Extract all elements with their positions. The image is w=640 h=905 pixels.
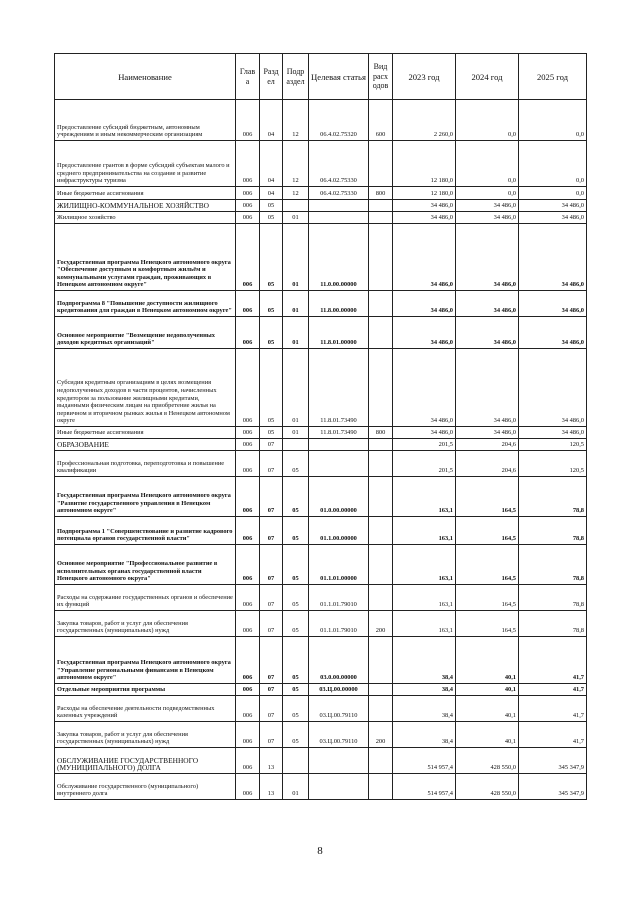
cell-y2023: 38,4	[393, 637, 456, 684]
cell-target: 11.8.01.73490	[309, 349, 369, 427]
cell-vid	[369, 545, 393, 585]
cell-glava: 006	[236, 187, 260, 200]
cell-y2024: 164,5	[456, 517, 519, 545]
table-row	[55, 439, 587, 451]
cell-vid	[369, 696, 393, 722]
cell-razdel: 07	[260, 585, 283, 611]
cell-y2025: 34 486,0	[519, 224, 587, 291]
cell-razdel: 07	[260, 517, 283, 545]
cell-glava: 006	[236, 517, 260, 545]
cell-y2025: 345 347,9	[519, 774, 587, 800]
cell-name: Предоставление грантов в форме субсидий субъектам малого и среднего предпринимательства на создание и развитие инфраструктуры туризма	[55, 141, 236, 187]
cell-y2023: 38,4	[393, 696, 456, 722]
cell-y2023: 34 486,0	[393, 224, 456, 291]
cell-y2024: 34 486,0	[456, 317, 519, 349]
table-row	[55, 224, 587, 291]
cell-y2025: 0,0	[519, 100, 587, 141]
cell-glava: 006	[236, 100, 260, 141]
cell-y2024: 164,5	[456, 585, 519, 611]
cell-glava: 006	[236, 774, 260, 800]
cell-razdel: 13	[260, 748, 283, 774]
header-target: Целевая статья	[309, 54, 369, 100]
cell-y2023: 38,4	[393, 684, 456, 696]
cell-y2024: 204,6	[456, 439, 519, 451]
cell-name: Расходы на обеспечение деятельности подведомственных казенных учреждений	[55, 696, 236, 722]
cell-name: Закупка товаров, работ и услуг для обеспечения государственных (муниципальных) нужд	[55, 722, 236, 748]
cell-podrazdel: 05	[283, 722, 309, 748]
cell-name: Предоставление субсидий бюджетным, автономным учреждениям и иным некоммерческим организациям	[55, 100, 236, 141]
cell-razdel: 04	[260, 100, 283, 141]
table-row	[55, 212, 587, 224]
cell-glava: 006	[236, 611, 260, 637]
cell-podrazdel: 05	[283, 696, 309, 722]
cell-podrazdel	[283, 439, 309, 451]
cell-vid	[369, 317, 393, 349]
budget-table	[54, 53, 587, 800]
cell-y2024: 34 486,0	[456, 349, 519, 427]
cell-y2023: 514 957,4	[393, 774, 456, 800]
cell-glava: 006	[236, 545, 260, 585]
cell-glava: 006	[236, 585, 260, 611]
cell-razdel: 07	[260, 451, 283, 477]
cell-target: 06.4.02.75330	[309, 187, 369, 200]
table-row	[55, 545, 587, 585]
table-row	[55, 291, 587, 317]
cell-target: 03.Ц.00.79110	[309, 722, 369, 748]
cell-target: 06.4.02.75320	[309, 100, 369, 141]
cell-name: Обслуживание государственного (муниципального) внутреннего долга	[55, 774, 236, 800]
cell-name: Жилищное хозяйство	[55, 212, 236, 224]
cell-target: 01.0.00.00000	[309, 477, 369, 517]
table-row	[55, 774, 587, 800]
table-row	[55, 141, 587, 187]
cell-vid	[369, 200, 393, 212]
cell-y2025: 78,8	[519, 545, 587, 585]
cell-name: Основное мероприятие "Профессиональное развитие в исполнительных органах государственной власти Ненецкого автономного округа"	[55, 545, 236, 585]
cell-name: Основное мероприятие "Возмещение недополученных доходов кредитных организаций"	[55, 317, 236, 349]
cell-name: Государственная программа Ненецкого автономного округа "Управление региональными финансами в Ненецком автономном округе"	[55, 637, 236, 684]
cell-name: Подпрограмма 1 "Совершенствование и развитие кадрового потенциала органов государственной власти"	[55, 517, 236, 545]
table-row	[55, 477, 587, 517]
table-row	[55, 684, 587, 696]
cell-vid: 800	[369, 427, 393, 439]
cell-vid	[369, 774, 393, 800]
cell-target	[309, 439, 369, 451]
cell-razdel: 05	[260, 291, 283, 317]
header-glava: Глав а	[236, 54, 260, 100]
cell-y2023: 163,1	[393, 477, 456, 517]
cell-razdel: 05	[260, 224, 283, 291]
cell-y2024: 164,5	[456, 477, 519, 517]
cell-y2024: 34 486,0	[456, 212, 519, 224]
cell-target: 11.8.01.73490	[309, 427, 369, 439]
header-podrazdel: Подр аздел	[283, 54, 309, 100]
cell-y2025: 34 486,0	[519, 317, 587, 349]
cell-target: 01.1.01.00000	[309, 545, 369, 585]
cell-y2023: 163,1	[393, 545, 456, 585]
cell-target	[309, 212, 369, 224]
cell-y2023: 34 486,0	[393, 212, 456, 224]
cell-vid	[369, 585, 393, 611]
cell-y2023: 201,5	[393, 451, 456, 477]
cell-name: ОБСЛУЖИВАНИЕ ГОСУДАРСТВЕННОГО (МУНИЦИПАЛЬНОГО) ДОЛГА	[55, 748, 236, 774]
cell-name: Иные бюджетные ассигнования	[55, 427, 236, 439]
cell-name: Иные бюджетные ассигнования	[55, 187, 236, 200]
cell-y2024: 40,1	[456, 684, 519, 696]
cell-razdel: 05	[260, 427, 283, 439]
cell-glava: 006	[236, 212, 260, 224]
cell-target: 06.4.02.75330	[309, 141, 369, 187]
cell-name: Отдельные мероприятия программы	[55, 684, 236, 696]
cell-y2025: 41,7	[519, 684, 587, 696]
cell-podrazdel: 05	[283, 611, 309, 637]
cell-y2024: 428 550,0	[456, 748, 519, 774]
table-row	[55, 585, 587, 611]
cell-y2025: 78,8	[519, 585, 587, 611]
table-row	[55, 317, 587, 349]
cell-podrazdel: 12	[283, 187, 309, 200]
cell-podrazdel	[283, 748, 309, 774]
table-row	[55, 187, 587, 200]
cell-podrazdel: 01	[283, 427, 309, 439]
cell-y2024: 428 550,0	[456, 774, 519, 800]
cell-razdel: 05	[260, 349, 283, 427]
page-number: 8	[317, 845, 323, 857]
cell-name: ОБРАЗОВАНИЕ	[55, 439, 236, 451]
cell-glava: 006	[236, 696, 260, 722]
cell-glava: 006	[236, 349, 260, 427]
cell-y2025: 34 486,0	[519, 349, 587, 427]
cell-name: Субсидия кредитным организациям в целях возмещения недополученных доходов в части процентов, начисленных кредитором за пользование жилищными кредитами, выданными физическим лицам на приобретение жилья на первичном и вторичном рынках жилья в Ненецком автономном округе	[55, 349, 236, 427]
cell-glava: 006	[236, 427, 260, 439]
cell-y2024: 40,1	[456, 722, 519, 748]
cell-target	[309, 200, 369, 212]
cell-y2025: 41,7	[519, 696, 587, 722]
cell-y2024: 0,0	[456, 100, 519, 141]
cell-y2023: 163,1	[393, 585, 456, 611]
table-row	[55, 611, 587, 637]
cell-razdel: 07	[260, 637, 283, 684]
cell-vid	[369, 684, 393, 696]
cell-y2023: 38,4	[393, 722, 456, 748]
cell-glava: 006	[236, 637, 260, 684]
cell-target: 01.1.01.79010	[309, 585, 369, 611]
cell-razdel: 07	[260, 439, 283, 451]
cell-y2023: 34 486,0	[393, 349, 456, 427]
cell-name: Расходы на содержание государственных органов и обеспечение их функций	[55, 585, 236, 611]
cell-y2025: 0,0	[519, 187, 587, 200]
cell-vid	[369, 637, 393, 684]
cell-glava: 006	[236, 722, 260, 748]
cell-y2024: 40,1	[456, 696, 519, 722]
cell-name: ЖИЛИЩНО-КОММУНАЛЬНОЕ ХОЗЯЙСТВО	[55, 200, 236, 212]
cell-vid	[369, 212, 393, 224]
cell-y2025: 34 486,0	[519, 291, 587, 317]
cell-vid	[369, 141, 393, 187]
cell-razdel: 05	[260, 212, 283, 224]
cell-razdel: 07	[260, 696, 283, 722]
cell-name: Профессиональная подготовка, переподготовка и повышение квалификации	[55, 451, 236, 477]
cell-razdel: 04	[260, 141, 283, 187]
cell-name: Закупка товаров, работ и услуг для обеспечения государственных (муниципальных) нужд	[55, 611, 236, 637]
cell-y2023: 514 957,4	[393, 748, 456, 774]
cell-y2023: 163,1	[393, 611, 456, 637]
cell-y2023: 2 260,0	[393, 100, 456, 141]
cell-name: Государственная программа Ненецкого автономного округа "Обеспечение доступным и комфортным жильём и коммунальными услугами граждан, проживающих в Ненецком автономном округе"	[55, 224, 236, 291]
cell-y2025: 120,5	[519, 451, 587, 477]
cell-vid	[369, 748, 393, 774]
cell-glava: 006	[236, 451, 260, 477]
cell-vid: 600	[369, 100, 393, 141]
cell-podrazdel: 12	[283, 141, 309, 187]
cell-vid	[369, 291, 393, 317]
cell-y2023: 34 486,0	[393, 291, 456, 317]
cell-y2024: 40,1	[456, 637, 519, 684]
cell-target: 11.8.00.00000	[309, 291, 369, 317]
cell-y2025: 34 486,0	[519, 212, 587, 224]
cell-vid	[369, 477, 393, 517]
cell-razdel: 07	[260, 684, 283, 696]
cell-name: Подпрограмма 8 "Повышение доступности жилищного кредитования для граждан в Ненецком автономном округе"	[55, 291, 236, 317]
cell-y2025: 34 486,0	[519, 200, 587, 212]
header-vid: Вид расх одов	[369, 54, 393, 100]
cell-vid	[369, 349, 393, 427]
cell-target: 01.1.00.00000	[309, 517, 369, 545]
table-row	[55, 451, 587, 477]
cell-y2025: 120,5	[519, 439, 587, 451]
cell-vid	[369, 517, 393, 545]
cell-y2024: 164,5	[456, 611, 519, 637]
cell-vid	[369, 451, 393, 477]
cell-y2025: 78,8	[519, 477, 587, 517]
cell-glava: 006	[236, 224, 260, 291]
cell-glava: 006	[236, 439, 260, 451]
table-row	[55, 349, 587, 427]
header-razdel: Разд ел	[260, 54, 283, 100]
cell-razdel: 07	[260, 722, 283, 748]
cell-vid: 200	[369, 722, 393, 748]
cell-razdel: 05	[260, 317, 283, 349]
cell-y2024: 34 486,0	[456, 291, 519, 317]
header-2023: 2023 год	[393, 54, 456, 100]
cell-vid: 200	[369, 611, 393, 637]
cell-y2025: 78,8	[519, 611, 587, 637]
cell-y2023: 34 486,0	[393, 317, 456, 349]
cell-y2025: 345 347,9	[519, 748, 587, 774]
header-2025: 2025 год	[519, 54, 587, 100]
cell-y2025: 0,0	[519, 141, 587, 187]
cell-razdel: 04	[260, 187, 283, 200]
table-row	[55, 200, 587, 212]
cell-target: 03.Ц.00.79110	[309, 696, 369, 722]
table-row	[55, 637, 587, 684]
table-row	[55, 722, 587, 748]
cell-razdel: 07	[260, 545, 283, 585]
cell-podrazdel: 05	[283, 585, 309, 611]
table-row	[55, 427, 587, 439]
cell-razdel: 13	[260, 774, 283, 800]
cell-y2025: 78,8	[519, 517, 587, 545]
cell-podrazdel: 05	[283, 517, 309, 545]
cell-podrazdel: 12	[283, 100, 309, 141]
cell-podrazdel: 05	[283, 451, 309, 477]
cell-y2024: 204,6	[456, 451, 519, 477]
cell-podrazdel: 01	[283, 349, 309, 427]
cell-y2024: 34 486,0	[456, 200, 519, 212]
cell-glava: 006	[236, 200, 260, 212]
cell-y2023: 201,5	[393, 439, 456, 451]
cell-target: 11.0.00.00000	[309, 224, 369, 291]
cell-glava: 006	[236, 477, 260, 517]
cell-razdel: 07	[260, 477, 283, 517]
cell-name: Государственная программа Ненецкого автономного округа "Развитие государственного управления в Ненецком автономном округе"	[55, 477, 236, 517]
cell-podrazdel: 05	[283, 684, 309, 696]
cell-vid	[369, 439, 393, 451]
cell-podrazdel: 05	[283, 637, 309, 684]
cell-y2024: 164,5	[456, 545, 519, 585]
cell-podrazdel: 05	[283, 477, 309, 517]
cell-podrazdel	[283, 200, 309, 212]
cell-razdel: 07	[260, 611, 283, 637]
cell-y2025: 34 486,0	[519, 427, 587, 439]
cell-target	[309, 748, 369, 774]
cell-glava: 006	[236, 291, 260, 317]
header-name: Наименование	[55, 54, 236, 100]
cell-y2023: 12 180,0	[393, 141, 456, 187]
table-row	[55, 696, 587, 722]
cell-razdel: 05	[260, 200, 283, 212]
cell-target: 03.Ц.00.00000	[309, 684, 369, 696]
cell-glava: 006	[236, 748, 260, 774]
cell-podrazdel: 05	[283, 545, 309, 585]
table-row	[55, 100, 587, 141]
cell-target	[309, 451, 369, 477]
header-2024: 2024 год	[456, 54, 519, 100]
cell-y2024: 0,0	[456, 187, 519, 200]
cell-glava: 006	[236, 141, 260, 187]
table-row	[55, 748, 587, 774]
cell-glava: 006	[236, 684, 260, 696]
cell-y2024: 0,0	[456, 141, 519, 187]
table-row	[55, 517, 587, 545]
cell-y2024: 34 486,0	[456, 224, 519, 291]
cell-glava: 006	[236, 317, 260, 349]
cell-vid	[369, 224, 393, 291]
table-header-row	[55, 54, 587, 100]
cell-target: 03.0.00.00000	[309, 637, 369, 684]
cell-podrazdel: 01	[283, 224, 309, 291]
cell-podrazdel: 01	[283, 291, 309, 317]
cell-target	[309, 774, 369, 800]
cell-y2023: 163,1	[393, 517, 456, 545]
cell-y2025: 41,7	[519, 722, 587, 748]
cell-target: 11.8.01.00000	[309, 317, 369, 349]
cell-y2024: 34 486,0	[456, 427, 519, 439]
cell-target: 01.1.01.79010	[309, 611, 369, 637]
cell-y2025: 41,7	[519, 637, 587, 684]
cell-y2023: 34 486,0	[393, 427, 456, 439]
cell-y2023: 12 180,0	[393, 187, 456, 200]
cell-podrazdel: 01	[283, 212, 309, 224]
cell-podrazdel: 01	[283, 317, 309, 349]
cell-y2023: 34 486,0	[393, 200, 456, 212]
cell-vid: 800	[369, 187, 393, 200]
cell-podrazdel: 01	[283, 774, 309, 800]
